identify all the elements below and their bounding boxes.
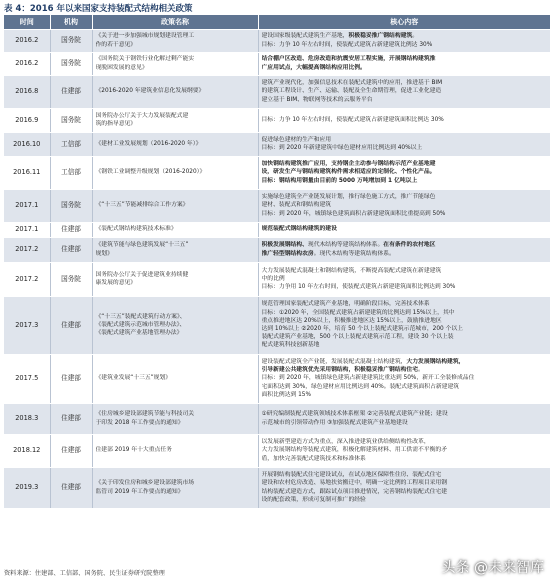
core-content-line bbox=[262, 438, 548, 446]
cell-policy-title bbox=[92, 467, 258, 508]
table-caption: 表 4：2016 年以来国家支持装配式结构相关政策 bbox=[4, 4, 193, 14]
content-text: 现代木结构等建筑结构体系。 bbox=[307, 242, 384, 249]
core-content-line bbox=[262, 250, 548, 258]
table-body bbox=[4, 29, 550, 508]
content-text: 建材、装配式和钢结构建筑 bbox=[261, 202, 332, 209]
content-text: 盾，加快完善装配式建筑技术和标准体系 bbox=[261, 455, 366, 462]
content-text: 目标：到 2020 年新建建筑中绿色建材应用比例达到 40%以上 bbox=[261, 145, 423, 151]
cell-org: 住建部 bbox=[50, 354, 92, 403]
cell-org: 住建部 bbox=[50, 467, 92, 508]
core-content-line bbox=[262, 471, 548, 479]
emphasized-text: 设，研发生产与钢结构建筑构件需求相适应的定制化、个性化产品。 bbox=[261, 169, 436, 176]
core-content-line bbox=[262, 300, 548, 308]
cell-date: 2019.3 bbox=[4, 467, 50, 508]
policy-title-line: 规划》 bbox=[95, 250, 113, 257]
content-text: 面积比例达到 15% bbox=[261, 391, 312, 398]
content-text: 。 bbox=[418, 367, 424, 374]
policy-title-line: 国务院办公厅关于促进建筑业持续健 bbox=[95, 271, 189, 278]
cell-core-content bbox=[258, 189, 550, 222]
header-org: 机构 bbox=[50, 15, 92, 29]
table-row bbox=[4, 296, 550, 354]
emphasized-text: 在有条件的农村地区 bbox=[383, 242, 436, 249]
cell-org: 国务院 bbox=[50, 189, 92, 222]
cell-org: 住建部 bbox=[50, 75, 92, 108]
cell-date: 2016.11 bbox=[4, 156, 50, 189]
content-text: 目标：到 2020 年，城镇绿色建筑占新建建筑比重达到 50%，新开工全装修成品住 bbox=[261, 375, 475, 382]
content-text: 规范管理国家装配式建筑产业基地，明确阶段目标，完善技术体系 bbox=[261, 301, 430, 308]
policy-title-line: 康发展的意见》 bbox=[95, 280, 137, 286]
cell-core-content bbox=[258, 296, 550, 354]
emphasized-text: 目标：钢结构用钢量由目前的 5000 万吨增加到 1 亿吨以上 bbox=[261, 177, 418, 184]
content-text: 大力发展钢结构等装配式建筑，积极化解建筑材料、用工供需不平衡的矛 bbox=[261, 447, 448, 454]
table-row bbox=[4, 434, 550, 467]
policy-title-line: 《“十三五”装配式建筑行动方案》、 bbox=[95, 313, 186, 320]
core-content-line bbox=[262, 177, 548, 185]
content-text: 目标：力争用 10 年左右时间，使装配式建筑占新建建筑面积比例达到 30% bbox=[261, 284, 456, 291]
core-content-line bbox=[262, 32, 548, 40]
emphasized-text: 大力发展钢结构建筑， bbox=[406, 358, 465, 365]
header-title: 政策名称 bbox=[92, 15, 258, 29]
core-content-line bbox=[262, 96, 548, 104]
content-text: 建立基于 BIM、物联网等技术的云服务平台 bbox=[261, 96, 373, 103]
core-content-line bbox=[262, 488, 548, 496]
cell-org: 住建部 bbox=[50, 434, 92, 467]
policy-title-line: 《装配式建筑产业基地管理办法》 bbox=[95, 330, 183, 337]
cell-core-content bbox=[258, 403, 550, 434]
content-text: 开展钢结构装配式住宅建设试点，在试点地区保障性住房、装配式住宅 bbox=[261, 472, 442, 479]
table-row bbox=[4, 75, 550, 108]
policy-title-line: 监管司 2019 年工作要点的通知》 bbox=[95, 488, 184, 495]
content-text: 目标：到 2020 年，城镇绿色建筑面积占新建建筑面积比重提高到 50% bbox=[261, 210, 446, 217]
cell-date: 2017.1 bbox=[4, 189, 50, 222]
table-row bbox=[4, 132, 550, 156]
content-text: 。现代木结构等建筑结构体系。 bbox=[313, 250, 395, 257]
content-text: 结构装配式建造方式，跟踪试点项目推进情况，完善钢结构装配式住宅建 bbox=[261, 488, 448, 495]
policy-title-line: 《建筑节能与绿色建筑发展“十三五” bbox=[95, 242, 189, 249]
cell-policy-title bbox=[92, 434, 258, 467]
content-text: 设的配套政策，形成可复制可推广的经验 bbox=[261, 496, 366, 503]
cell-date: 2018.12 bbox=[4, 434, 50, 467]
header-content: 核心内容 bbox=[258, 15, 550, 29]
cell-org: 国务院 bbox=[50, 108, 92, 132]
content-text: 实施绿色建筑全产业链发展计划，推行绿色施工方式，推广节能绿色 bbox=[261, 194, 436, 201]
table-row bbox=[4, 354, 550, 403]
cell-date: 2017.1 bbox=[4, 222, 50, 237]
policy-table bbox=[4, 15, 550, 509]
content-text: 建设装配式建筑全产业链，发展装配式混凝土结构建筑， bbox=[261, 358, 407, 365]
content-text: 促进绿色建材的生产和应用 bbox=[261, 136, 332, 143]
content-text: 宅面积达到 30%，绿色建材应用比例达到 40%。装配式建筑面积占新建建筑 bbox=[261, 383, 460, 390]
cell-policy-title bbox=[92, 189, 258, 222]
core-content-line bbox=[262, 241, 548, 249]
content-text: 。 bbox=[412, 33, 419, 40]
core-content-line bbox=[262, 144, 548, 152]
cell-org: 工信部 bbox=[50, 156, 92, 189]
cell-policy-title bbox=[92, 132, 258, 156]
emphasized-text: 引导新建公共建筑优先采用钢结构，积极稳妥推广钢结构住宅 bbox=[261, 367, 419, 374]
core-content-line bbox=[262, 341, 548, 349]
core-content-line bbox=[262, 201, 548, 209]
core-content-line bbox=[262, 391, 548, 399]
core-content-line bbox=[262, 210, 548, 218]
core-content-line bbox=[262, 160, 548, 168]
cell-core-content bbox=[258, 434, 550, 467]
emphasized-text: 积极发展钢结构、 bbox=[261, 242, 308, 249]
core-content-line bbox=[262, 419, 548, 427]
emphasized-text: 广应用试点，大幅提高钢结构应用比例。 bbox=[261, 64, 366, 71]
table-row bbox=[4, 222, 550, 237]
cell-core-content bbox=[258, 467, 550, 508]
core-content-line bbox=[262, 317, 548, 325]
core-content-line bbox=[262, 479, 548, 487]
core-content-line bbox=[262, 87, 548, 95]
content-text: ①研究编制装配式建筑领域技术体系框架 ②完善装配式建筑产业链；建设 bbox=[261, 411, 448, 418]
table-row bbox=[4, 52, 550, 75]
policy-title-line: 作的若干意见》 bbox=[95, 41, 137, 48]
table-row bbox=[4, 467, 550, 508]
cell-policy-title bbox=[92, 75, 258, 108]
cell-org: 国务院 bbox=[50, 52, 92, 75]
content-text: 配式建筑科技创新基地 bbox=[261, 342, 320, 349]
cell-org: 住建部 bbox=[50, 222, 92, 237]
core-content-line bbox=[262, 383, 548, 391]
content-text: 大力发展装配式混凝土和钢结构建筑，不断提高装配式建筑在新建建筑 bbox=[261, 267, 442, 274]
cell-org: 国务院 bbox=[50, 262, 92, 296]
cell-core-content bbox=[258, 262, 550, 296]
watermark bbox=[442, 557, 544, 579]
table-row bbox=[4, 29, 550, 52]
policy-title-line: 《住房城乡建设部建筑节能与科技司关 bbox=[95, 411, 195, 418]
core-content-line bbox=[262, 358, 548, 366]
cell-core-content bbox=[258, 29, 550, 52]
table-row bbox=[4, 189, 550, 222]
cell-core-content bbox=[258, 222, 550, 237]
core-content-line bbox=[262, 455, 548, 463]
emphasized-text: 积极稳妥推广钢结构建筑 bbox=[348, 33, 413, 40]
policy-title-line: 《装配式钢结构建筑技术标准》 bbox=[95, 226, 177, 233]
policy-title-line: 《国务院关于钢铁行业化解过剩产能实 bbox=[95, 56, 195, 63]
core-content-line bbox=[262, 325, 548, 333]
header-date: 时间 bbox=[4, 15, 50, 29]
emphasized-text: 结合棚户区改造、危房改造和抗震安居工程实施， bbox=[261, 56, 390, 63]
cell-policy-title bbox=[92, 29, 258, 52]
emphasized-text: 规范装配式钢结构建筑的建设 bbox=[261, 226, 337, 233]
cell-policy-title bbox=[92, 237, 258, 262]
cell-date: 2016.8 bbox=[4, 75, 50, 108]
core-content-line bbox=[262, 496, 548, 504]
policy-title-line: 《建材工业发展规划（2016-2020 年）》 bbox=[95, 140, 202, 147]
emphasized-text: 推广轻型钢结构农房 bbox=[261, 250, 314, 257]
cell-org: 国务院 bbox=[50, 29, 92, 52]
cell-date: 2018.3 bbox=[4, 403, 50, 434]
watermark-text: 头条 @未来智库 bbox=[441, 560, 544, 576]
cell-core-content bbox=[258, 156, 550, 189]
policy-title-line: 《“十三五”节能减排综合工作方案》 bbox=[95, 202, 189, 209]
core-content-line bbox=[262, 168, 548, 176]
cell-date: 2017.3 bbox=[4, 296, 50, 354]
core-content-line bbox=[262, 309, 548, 317]
cell-date: 2016.2 bbox=[4, 52, 50, 75]
policy-title-line: 《关于进一步加强城市规划建设管理工 bbox=[95, 33, 195, 40]
core-content-line bbox=[262, 64, 548, 72]
content-text: 达到 10%以上 ②2020 年，培育 50 个以上装配式建筑示范城市，200 个以上 bbox=[261, 326, 463, 332]
core-content-line bbox=[262, 333, 548, 341]
content-text: 重点推进地区达 20%以上，积极推进地区达 15%以上，鼓励推进地区 bbox=[261, 317, 442, 324]
core-content-line bbox=[262, 225, 548, 233]
cell-policy-title bbox=[92, 222, 258, 237]
cell-date: 2016.10 bbox=[4, 132, 50, 156]
content-text: 示范城市的引领带动作用 ③加强装配式建筑产业基地建设 bbox=[261, 419, 408, 426]
emphasized-text: 开展钢结构建筑推 bbox=[389, 56, 436, 63]
cell-org: 住建部 bbox=[50, 296, 92, 354]
cell-core-content bbox=[258, 237, 550, 262]
cell-policy-title bbox=[92, 52, 258, 75]
core-content-line bbox=[262, 275, 548, 283]
cell-policy-title bbox=[92, 108, 258, 132]
emphasized-text: 加快钢结构建筑推广应用，支持钢企主动参与钢结构示范产业基地建 bbox=[261, 161, 436, 168]
cell-policy-title bbox=[92, 296, 258, 354]
policy-title-line: 于印发 2018 年工作要点的通知》 bbox=[95, 419, 184, 426]
cell-core-content bbox=[258, 108, 550, 132]
policy-title-line: 《钢铁工业调整升级规划（2016-2020）》 bbox=[95, 169, 206, 176]
table-row bbox=[4, 108, 550, 132]
policy-title-line: 《装配式建筑示范城市管理办法》、 bbox=[95, 321, 186, 328]
policy-title-line: 筑的指导意见》 bbox=[95, 121, 137, 127]
cell-org: 住建部 bbox=[50, 237, 92, 262]
cell-policy-title bbox=[92, 403, 258, 434]
core-content-line bbox=[262, 136, 548, 144]
core-content-line bbox=[262, 410, 548, 418]
cell-date: 2017.2 bbox=[4, 237, 50, 262]
content-text: 目标：力争 10 年左右时间，使装配式建筑占新建建筑比例达 30% bbox=[261, 41, 433, 48]
table-row bbox=[4, 403, 550, 434]
cell-date: 2016.2 bbox=[4, 29, 50, 52]
core-content-line bbox=[262, 267, 548, 275]
content-text: 建设国家级装配式建筑生产基地， bbox=[261, 33, 349, 40]
table-row bbox=[4, 156, 550, 189]
policy-title-line: 国务院办公厅关于大力发展装配式建 bbox=[95, 112, 189, 119]
cell-org: 住建部 bbox=[50, 403, 92, 434]
cell-org: 工信部 bbox=[50, 132, 92, 156]
policy-title-line: 住建部 2019 年十大重点任务 bbox=[95, 447, 172, 454]
core-content-line bbox=[262, 374, 548, 382]
policy-title-line: 《2016-2020 年建筑业信息化发展纲要》 bbox=[95, 88, 205, 95]
policy-title-line: 现脱困发展的意见》 bbox=[95, 64, 148, 71]
core-content-line bbox=[262, 41, 548, 49]
table-row bbox=[4, 262, 550, 296]
content-text: 中的比例 bbox=[261, 275, 285, 282]
table-row bbox=[4, 237, 550, 262]
policy-title-line: 《关于印发住房和城乡建设部建筑市场 bbox=[95, 480, 195, 487]
cell-policy-title bbox=[92, 354, 258, 403]
cell-policy-title bbox=[92, 156, 258, 189]
content-text: 装配式建筑产业基地，500 个以上装配式建筑示范工程，建设 30 个以上装 bbox=[261, 334, 454, 341]
cell-core-content bbox=[258, 52, 550, 75]
core-content-line bbox=[262, 55, 548, 63]
core-content-line bbox=[262, 446, 548, 454]
cell-core-content bbox=[258, 75, 550, 108]
cell-date: 2017.5 bbox=[4, 354, 50, 403]
table-header-row bbox=[4, 15, 550, 29]
core-content-line bbox=[262, 366, 548, 374]
cell-core-content bbox=[258, 132, 550, 156]
core-content-line bbox=[262, 283, 548, 291]
content-text: 目标：力争 10 年左右时间，使装配式建筑占新建建筑面积比例达 30% bbox=[261, 116, 444, 123]
source-note: 资料来源：住建部、工信部、国务院、民生证券研究院整理 bbox=[4, 570, 165, 577]
core-content-line bbox=[262, 79, 548, 87]
policy-title-line: 《建筑业发展“十三五”规划》 bbox=[95, 375, 172, 382]
cell-policy-title bbox=[92, 262, 258, 296]
content-text: 的建筑工程设计、生产、运输、装配及全生命期管理，促进工业化建造 bbox=[261, 88, 442, 95]
content-text: 建筑产业现代化，加强信息技术在装配式建筑中的应用，推进基于 BIM bbox=[261, 80, 443, 87]
content-text: 以发展新型建造方式为重点，深入推进建筑业供给侧结构性改革， bbox=[261, 439, 430, 446]
cell-date: 2017.2 bbox=[4, 262, 50, 296]
content-text: 目标：①2020 年，全国装配式建筑占新建建筑的比例达到 15%以上，其中 bbox=[261, 309, 455, 316]
cell-core-content bbox=[258, 354, 550, 403]
cell-date: 2016.9 bbox=[4, 108, 50, 132]
content-text: 建设和农村危房改造、易地扶贫搬迁中，明确一定比例的工程项目采用钢 bbox=[261, 480, 448, 487]
core-content-line bbox=[262, 116, 548, 124]
core-content-line bbox=[262, 193, 548, 201]
